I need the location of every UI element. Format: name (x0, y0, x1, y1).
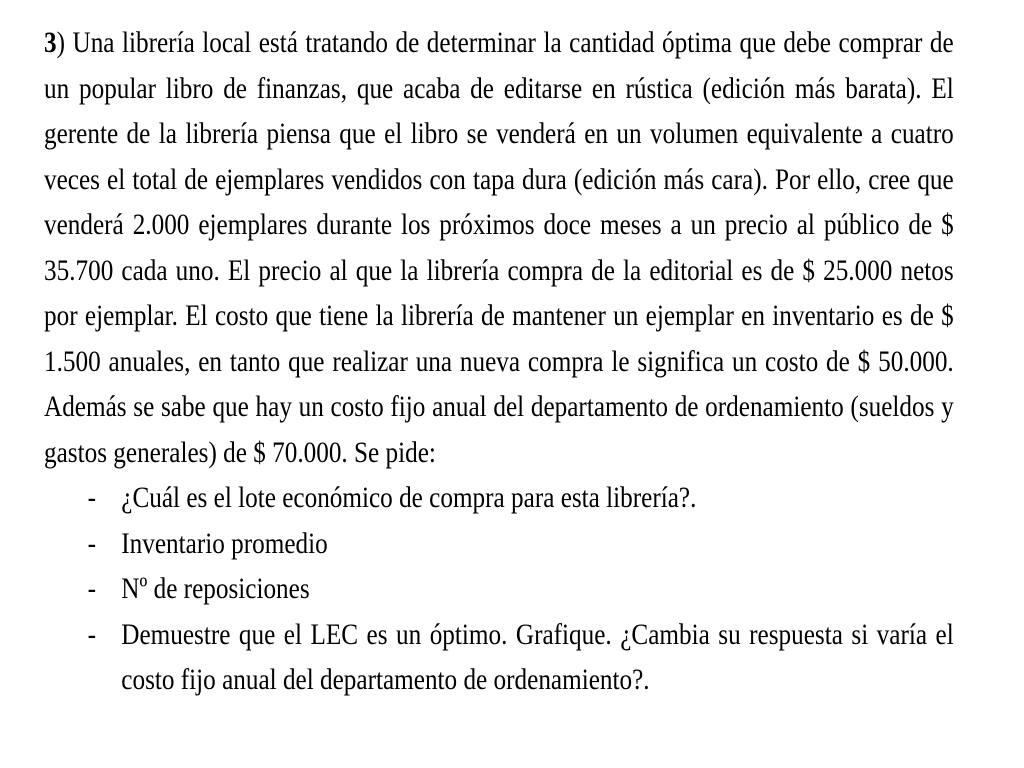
question-text: Inventario promedio (121, 526, 328, 560)
bullet-dash: - (87, 481, 97, 514)
document-page (44, 20, 954, 703)
question-list (44, 475, 954, 703)
problem-statement (44, 20, 954, 475)
question-text: Demuestre que el LEC es un óptimo. Grafique. ¿Cambia su respuesta si varía el costo fijo anual del departamento de ordenamiento?. (121, 617, 954, 696)
question-text: Nº de reposiciones (121, 572, 310, 605)
problem-number-suffix: ) (56, 26, 65, 59)
question-item (44, 475, 954, 521)
question-item (44, 566, 954, 612)
problem-number: 3 (44, 26, 57, 59)
question-item (44, 612, 954, 703)
question-text: ¿Cuál es el lote económico de compra para esta librería?. (121, 481, 697, 514)
bullet-dash: - (87, 617, 97, 651)
problem-text: Una librería local está tratando de determinar la cantidad óptima que debe comprar de un popular libro de finanzas, que acaba de editarse en rústica (edición más barata). El gerente de la librería piensa que el libro se venderá en un volumen equivalente a cuatro veces el total de ejemplares vendidos con tapa dura (edición más cara). Por ello, cree que venderá 2.000 ejemplares durante los próximos doce meses a un precio al público de $ 35.700 cada uno. El precio al que la librería compra de la editorial es de $ 25.000 netos por ejemplar. El costo que tiene la librería de mantener un ejemplar en inventario es de $ 1.500 anuales, en tanto que realizar una nueva compra le significa un costo de $ 50.000. Además se sabe que hay un costo fijo anual del departamento de ordenamiento (sueldos y gastos generales) de $ 70.000. Se pide: (44, 26, 954, 469)
bullet-dash: - (87, 572, 97, 605)
document-body (44, 20, 954, 703)
question-item (44, 521, 954, 567)
bullet-dash: - (87, 526, 97, 560)
